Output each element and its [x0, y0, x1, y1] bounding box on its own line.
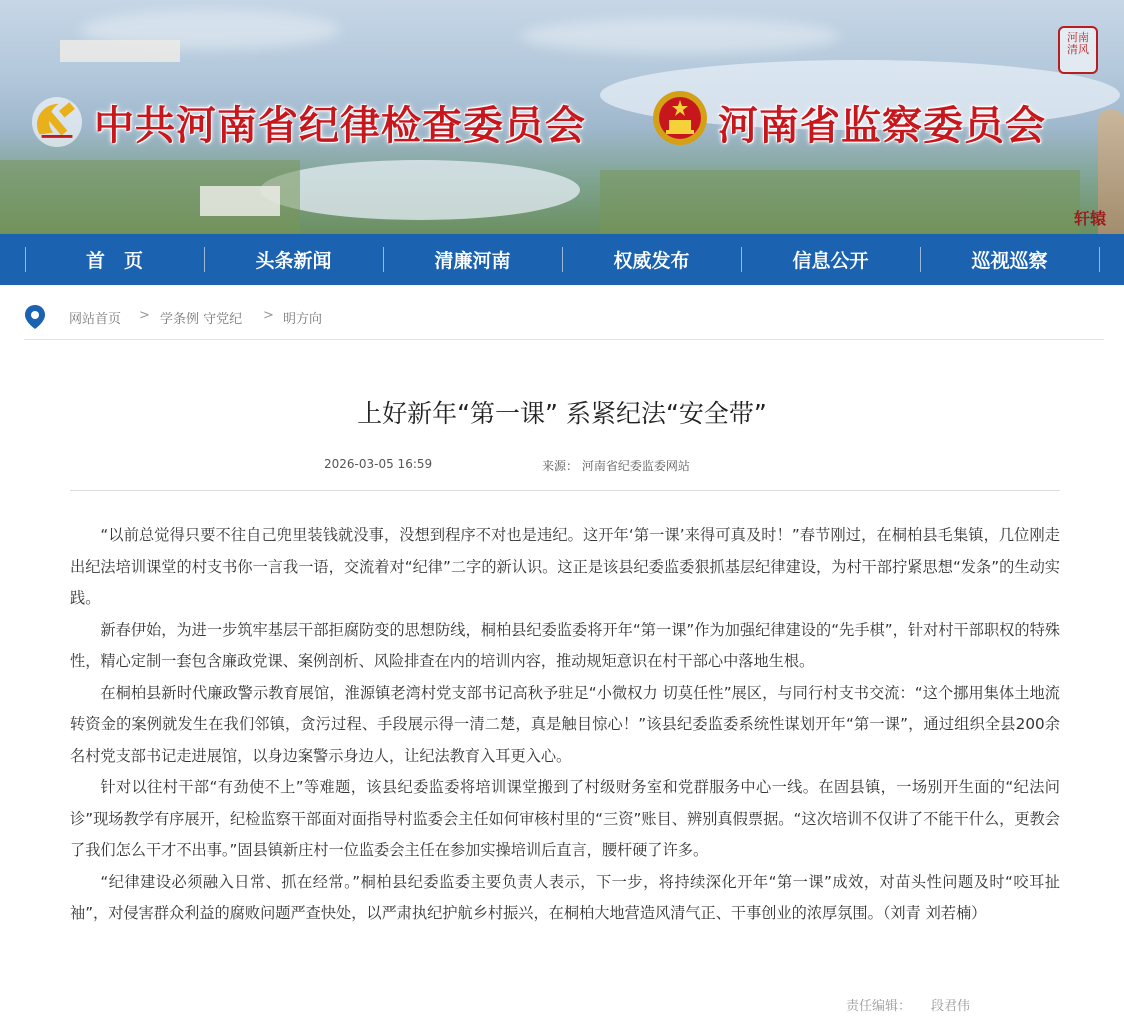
seal-logo: 河南 清风 [1058, 26, 1098, 74]
article-source: 来源： 河南省纪委监委网站 [542, 459, 690, 473]
breadcrumb-subsection-link[interactable]: 明方向 [283, 312, 323, 327]
nav-item-inspection[interactable]: 巡视巡察 [971, 250, 1048, 272]
nav-item-clean-henan[interactable]: 清廉河南 [434, 250, 511, 272]
divider [70, 490, 1060, 491]
header-banner [0, 0, 1124, 234]
nav-divider [1099, 247, 1100, 272]
corner-text: 轩辕 [1074, 209, 1107, 228]
breadcrumb-section-link[interactable]: 学条例 守党纪 [160, 312, 243, 327]
river-decoration [260, 160, 580, 220]
breadcrumb-separator: > [139, 308, 150, 323]
main-nav [0, 234, 1124, 285]
breadcrumb [24, 300, 1104, 340]
article-body [70, 520, 1060, 930]
article-date: 2026-03-05 16:59 [324, 457, 433, 471]
article-paragraph: “纪律建设必须融入日常、抓在经常。”桐柏县纪委监委主要负责人表示，下一步，将持续深化开年“第一课”成效，对苗头性问题及时“咬耳扯袖”，对侵害群众利益的腐败问题严查快处，以严肃执纪护航乡村振兴，在桐柏大地营造风清气正、干事创业的浓厚氛围。（刘青 刘若楠） [70, 872, 1060, 922]
nav-item-releases[interactable]: 权威发布 [613, 250, 690, 272]
editor-label: 责任编辑： [846, 999, 912, 1014]
editor-name: 段君伟 [931, 999, 971, 1014]
article-paragraph: 针对以往村干部“有劲使不上”等难题，该县纪委监委将培训课堂搬到了村级财务室和党群服务中心一线。在固县镇，一场别开生面的“纪法问诊”现场教学有序展开，纪检监察干部面对面指导村监委会主任如何审核村里的“三资”账目、辨别真假票据。“这次培训不仅讲了不能干什么，更教会了我们怎么干才不出事。”固县镇新庄村一位监委会主任在参加实操培训后直言，腰杆硬了许多。 [70, 778, 1060, 859]
org-title-discipline: 中共河南省纪律检查委员会 [94, 102, 586, 149]
nav-item-info-disclosure[interactable]: 信息公开 [792, 250, 869, 272]
breadcrumb-home-link[interactable]: 网站首页 [69, 312, 122, 327]
national-emblem-icon [652, 88, 708, 148]
article-paragraph: 新春伊始，为进一步筑牢基层干部拒腐防变的思想防线，桐柏县纪委监委将开年“第一课”作为加强纪律建设的“先手棋”，针对村干部职权的特殊性，精心定制一套包含廉政党课、案例剖析、风险排查在内的培训内容，推动规矩意识在村干部心中落地生根。 [70, 620, 1060, 670]
article-paragraph: 在桐柏县新时代廉政警示教育展馆，淮源镇老湾村党支部书记高秋予驻足“小微权力 切莫任性”展区，与同行村支书交流：“这个挪用集体土地流转资金的案例就发生在我们邻镇，贪污过程、手段展示得一清二楚，真是触目惊心！”该县纪委监委系统性谋划开年“第一课”，通过组织全县200余名村党支部书记走进展馆，以身边案警示身边人，让纪法教育入耳更入心。 [70, 683, 1060, 765]
breadcrumb-separator: > [263, 308, 274, 323]
building-decoration [60, 40, 180, 62]
article-title: 上好新年“第一课” 系紧纪法“安全带” [357, 399, 767, 428]
location-pin-icon [24, 304, 46, 330]
nav-item-headlines[interactable]: 头条新闻 [255, 250, 332, 272]
article-paragraph: “以前总觉得只要不往自己兜里装钱就没事，没想到程序不对也是违纪。这开年‘第一课’来得可真及时！”春节刚过，在桐柏县毛集镇，几位刚走出纪法培训课堂的村支书你一言我一语，交流着对“纪律”二字的新认识。这正是该县纪委监委狠抓基层纪律建设，为村干部拧紧思想“发条”的生动实践。 [70, 526, 1060, 607]
building-decoration [200, 186, 280, 216]
org-title-supervision: 河南省监察委员会 [718, 102, 1046, 149]
party-emblem-icon [28, 96, 86, 148]
field-decoration [600, 170, 1080, 234]
cloud-decoration [520, 18, 840, 54]
nav-item-home[interactable]: 首 页 [85, 250, 143, 272]
